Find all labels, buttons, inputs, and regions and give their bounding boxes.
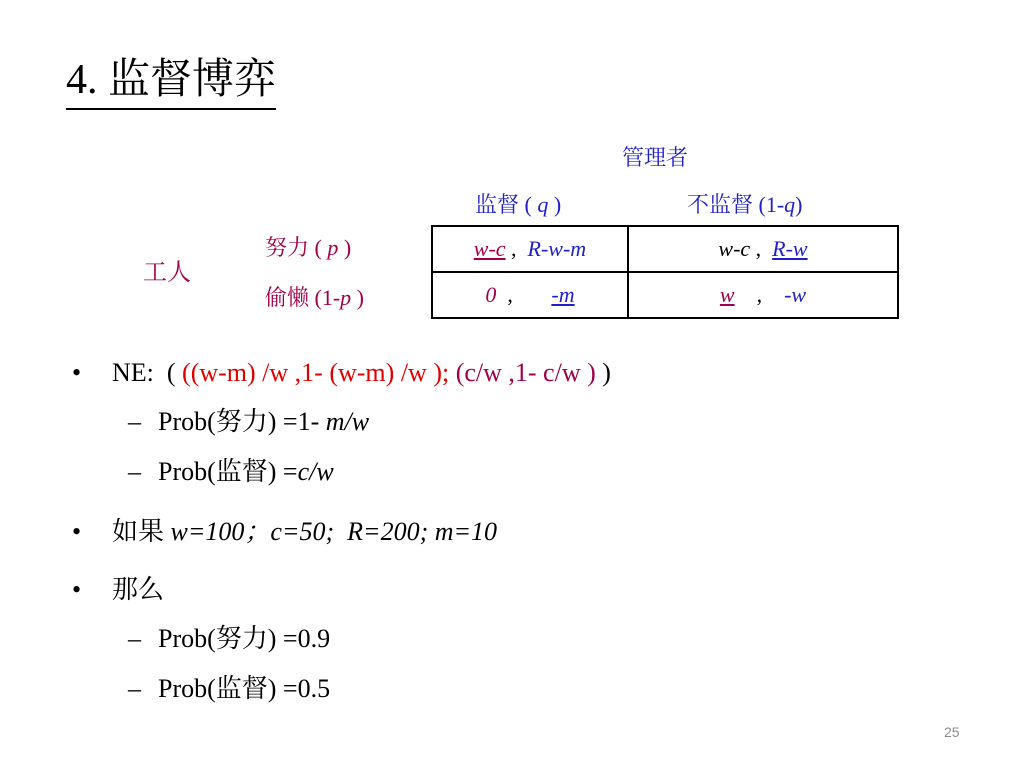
if-label: 如果 bbox=[112, 517, 171, 546]
payoff-matrix bbox=[431, 225, 899, 319]
bullet-ne bbox=[72, 356, 611, 390]
column-header-monitor-var: q bbox=[537, 192, 549, 217]
worker-payoff: w-c bbox=[718, 236, 751, 261]
worker-payoff: w-c bbox=[473, 236, 506, 261]
sub-then-effort bbox=[128, 622, 331, 656]
prob-monitor-value: c/w bbox=[297, 457, 334, 486]
sub-marker: – bbox=[128, 674, 141, 703]
row-header-shirk-var: p bbox=[340, 285, 352, 310]
sub-marker: – bbox=[128, 407, 141, 436]
row-header-effort-name: 努力 bbox=[265, 235, 310, 260]
then-effort-text: Prob(努力) =0.9 bbox=[158, 624, 331, 653]
column-header-monitor-name: 监督 bbox=[475, 192, 520, 217]
column-header-no-monitor-prefix: (1- bbox=[753, 192, 785, 217]
payoff-separator: , bbox=[505, 236, 528, 261]
prob-effort-label: Prob(努力) =1- bbox=[158, 407, 326, 436]
column-header-monitor bbox=[475, 191, 561, 219]
manager-payoff: R-w bbox=[772, 236, 808, 261]
bullet-marker: • bbox=[72, 358, 82, 387]
ne-close: ) bbox=[595, 358, 611, 387]
bullet-then bbox=[72, 573, 165, 607]
payoff-separator: , bbox=[750, 236, 773, 261]
payoff-separator: , bbox=[734, 282, 785, 307]
ne-manager-strategy: (c/w ,1- c/w ) bbox=[449, 358, 596, 387]
payoff-cell-shirk-no-monitor bbox=[628, 272, 898, 318]
column-header-no-monitor-var: q bbox=[784, 192, 796, 217]
sub-marker: – bbox=[128, 457, 141, 486]
column-header-monitor-prefix: ( bbox=[519, 192, 538, 217]
sub-then-monitor bbox=[128, 672, 331, 706]
column-header-monitor-suffix: ) bbox=[548, 192, 562, 217]
row-header-effort-var: p bbox=[327, 235, 339, 260]
then-label: 那么 bbox=[112, 575, 165, 604]
payoff-separator: , bbox=[496, 282, 552, 307]
payoff-cell-shirk-monitor bbox=[432, 272, 628, 318]
ne-label: NE: ( bbox=[112, 358, 183, 387]
row-header-effort-suffix: ) bbox=[338, 235, 352, 260]
payoff-row-effort bbox=[432, 226, 898, 272]
column-header-no-monitor-suffix: ) bbox=[795, 192, 803, 217]
worker-payoff: w bbox=[719, 282, 735, 307]
manager-payoff: R-w-m bbox=[527, 236, 587, 261]
bullet-if bbox=[72, 515, 498, 549]
row-header-shirk bbox=[265, 284, 364, 312]
ne-worker-strategy: ((w-m) /w ,1- (w-m) /w ); bbox=[182, 358, 450, 387]
payoff-cell-effort-monitor bbox=[432, 226, 628, 272]
row-header-shirk-prefix: (1- bbox=[309, 285, 341, 310]
sub-marker: – bbox=[128, 624, 141, 653]
payoff-cell-effort-no-monitor bbox=[628, 226, 898, 272]
column-player-label: 管理者 bbox=[622, 145, 689, 170]
bullet-marker: • bbox=[72, 517, 82, 546]
sub-prob-effort bbox=[128, 405, 370, 439]
manager-payoff: -w bbox=[784, 282, 807, 307]
page-number: 25 bbox=[944, 724, 960, 740]
manager-payoff: -m bbox=[551, 282, 575, 307]
column-header-no-monitor-name: 不监督 bbox=[687, 192, 754, 217]
prob-effort-value: m/w bbox=[325, 407, 370, 436]
worker-payoff: 0 bbox=[485, 282, 497, 307]
prob-monitor-label: Prob(监督) = bbox=[158, 457, 298, 486]
then-monitor-text: Prob(监督) =0.5 bbox=[158, 674, 331, 703]
sub-prob-monitor bbox=[128, 455, 334, 489]
slide-title: 4. 监督博弈 bbox=[66, 52, 276, 110]
row-header-shirk-name: 偷懒 bbox=[265, 285, 310, 310]
if-values: w=100；c=50; R=200; m=10 bbox=[170, 517, 498, 546]
row-header-shirk-suffix: ) bbox=[351, 285, 364, 310]
row-header-effort bbox=[265, 234, 351, 262]
column-header-no-monitor bbox=[687, 191, 803, 219]
payoff-row-shirk bbox=[432, 272, 898, 318]
row-header-effort-prefix: ( bbox=[309, 235, 328, 260]
bullet-marker: • bbox=[72, 575, 82, 604]
row-player-label: 工人 bbox=[143, 260, 191, 286]
